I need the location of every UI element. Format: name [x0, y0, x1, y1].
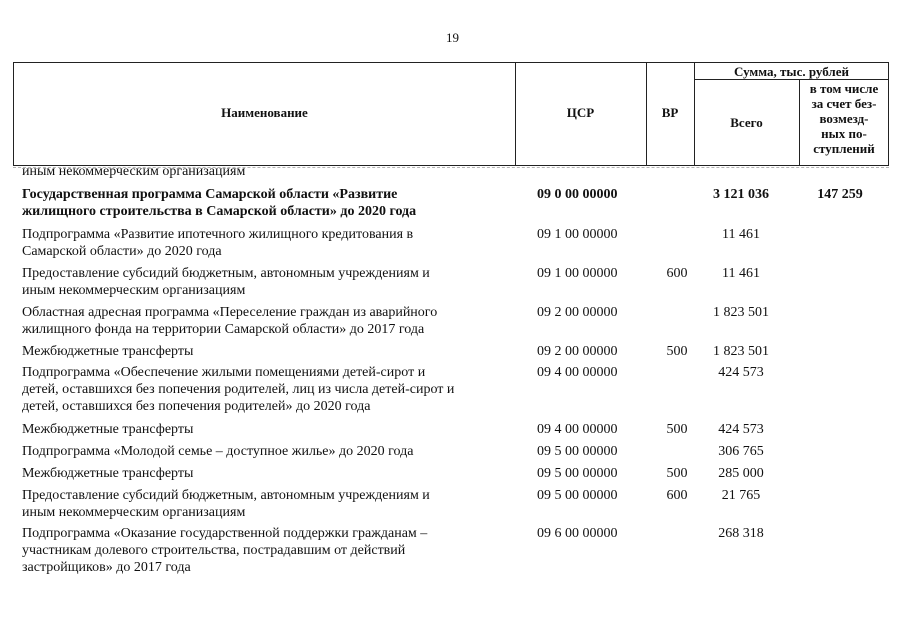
row-name	[22, 487, 512, 521]
row-name-line: Подпрограмма «Развитие ипотечного жилищного кредитования в	[22, 227, 414, 242]
row-total: 268 318	[718, 526, 764, 541]
row-csr: 09 5 00 00000	[537, 466, 618, 481]
header-sum-group: Сумма, тыс. рублей	[734, 64, 849, 79]
row-total: 285 000	[718, 466, 764, 481]
row-name-line: детей, оставшихся без попечения родителей» до 2020 года	[22, 399, 371, 414]
row-csr: 09 4 00 00000	[537, 365, 618, 380]
row-name-line: участникам долевого строительства, пострадавшим от действий	[22, 543, 406, 558]
row-vr: 500	[666, 422, 688, 437]
header-incl-line: ных по-	[821, 126, 867, 141]
row-total: 11 461	[722, 227, 760, 242]
row-csr: 09 1 00 00000	[537, 266, 618, 281]
row-name	[22, 421, 512, 438]
row-name	[22, 186, 512, 220]
row-total: 424 573	[718, 422, 764, 437]
row-name	[22, 525, 512, 576]
row-name-line: иным некоммерческим организациям	[22, 505, 246, 520]
row-csr: 09 1 00 00000	[537, 227, 618, 242]
row-incl: 147 259	[817, 187, 863, 202]
row-name-line: Самарской области» до 2020 года	[22, 244, 222, 259]
header-csr: ЦСР	[566, 105, 595, 120]
row-name-line: Подпрограмма «Оказание государственной поддержки гражданам –	[22, 526, 428, 541]
row-csr: 09 2 00 00000	[537, 305, 618, 320]
row-name-line: Областная адресная программа «Переселение граждан из аварийного	[22, 305, 438, 320]
row-total: 11 461	[722, 266, 760, 281]
row-name-line: жилищного фонда на территории Самарской области» до 2017 года	[22, 322, 425, 337]
row-csr: 09 5 00 00000	[537, 444, 618, 459]
row-total: 424 573	[718, 365, 764, 380]
row-total: 1 823 501	[713, 344, 769, 359]
header-vr: ВР	[661, 105, 679, 120]
row-name	[22, 443, 512, 460]
row-name-line: Предоставление субсидий бюджетным, автономным учреждениям и	[22, 266, 430, 281]
row-name-line: Межбюджетные трансферты	[22, 466, 194, 481]
row-total: 21 765	[721, 488, 761, 503]
row-name-line: Подпрограмма «Обеспечение жилыми помещениями детей-сирот и	[22, 365, 426, 380]
row-name-line: застройщиков» до 2017 года	[22, 560, 191, 575]
header-total: Всего	[730, 115, 763, 130]
row-name	[22, 163, 512, 180]
row-name-line: Предоставление субсидий бюджетным, автономным учреждениям и	[22, 488, 430, 503]
header-incl-line: в том числе	[809, 81, 879, 96]
row-total: 1 823 501	[713, 305, 769, 320]
row-name-line: иным некоммерческим организациям	[22, 283, 246, 298]
row-csr: 09 2 00 00000	[537, 344, 618, 359]
row-total: 3 121 036	[713, 187, 769, 202]
row-csr: 09 6 00 00000	[537, 526, 618, 541]
row-vr: 600	[666, 266, 688, 281]
row-name-line: жилищного строительства в Самарской области» до 2020 года	[22, 204, 417, 219]
page-number: 19	[446, 30, 459, 45]
header-incl-line: ступлений	[813, 141, 875, 156]
header-incl-line: за счет без-	[811, 96, 877, 111]
row-vr: 500	[666, 466, 688, 481]
row-name	[22, 364, 512, 415]
row-total: 306 765	[718, 444, 764, 459]
row-vr: 600	[666, 488, 688, 503]
row-name-line: иным некоммерческим организациям	[22, 164, 246, 179]
row-csr: 09 5 00 00000	[537, 488, 618, 503]
row-name	[22, 265, 512, 299]
row-name-line: Межбюджетные трансферты	[22, 344, 194, 359]
header-name: Наименование	[221, 105, 308, 120]
header-incl-line: возмезд-	[819, 111, 869, 126]
row-name-line: Государственная программа Самарской области «Развитие	[22, 187, 398, 202]
row-csr: 09 0 00 00000	[537, 187, 618, 202]
row-name	[22, 343, 512, 360]
row-name	[22, 226, 512, 260]
row-name-line: Подпрограмма «Молодой семье – доступное жилье» до 2020 года	[22, 444, 414, 459]
row-name-line: Межбюджетные трансферты	[22, 422, 194, 437]
row-name-line: детей, оставшихся без попечения родителей, лиц из числа детей-сирот и	[22, 382, 455, 397]
row-name	[22, 304, 512, 338]
row-vr: 500	[666, 344, 688, 359]
row-csr: 09 4 00 00000	[537, 422, 618, 437]
row-name	[22, 465, 512, 482]
